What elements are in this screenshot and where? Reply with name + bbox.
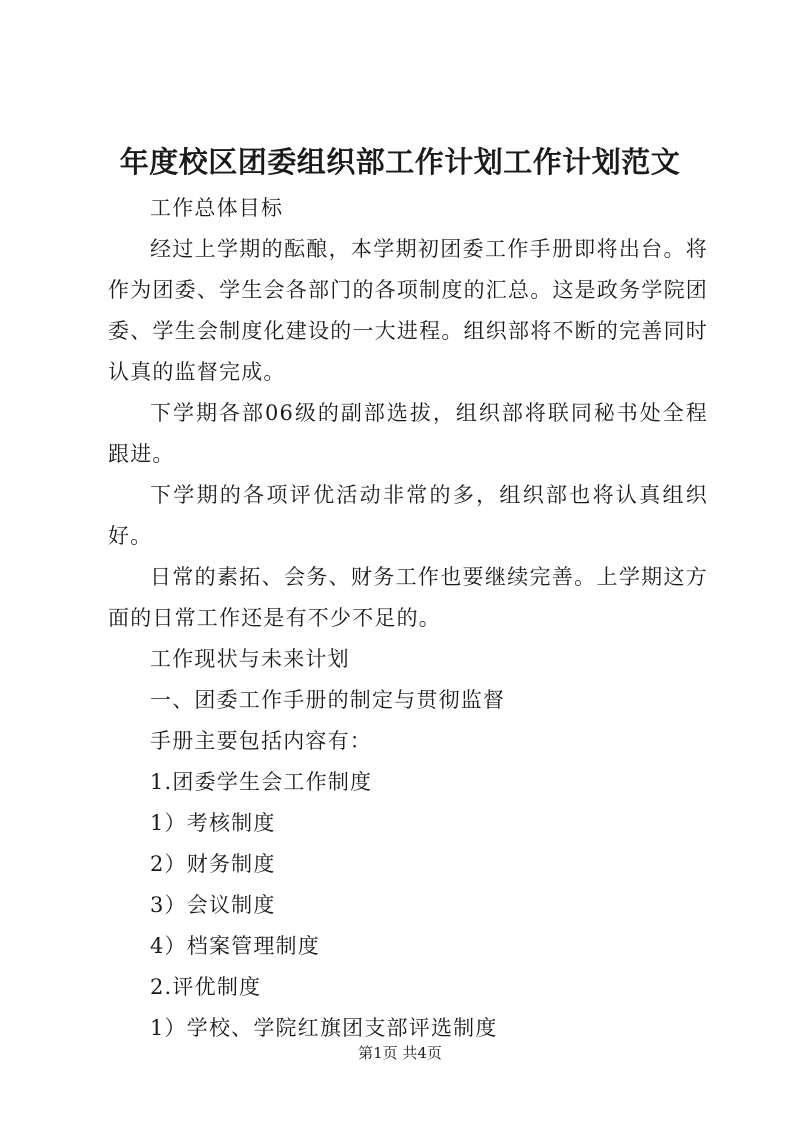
list-item: 1.团委学生会工作制度 (150, 770, 373, 794)
list-item: 3）会议制度 (150, 893, 276, 917)
section-heading-goals: 工作总体目标 (150, 196, 284, 220)
document-title: 年度校区团委组织部工作计划工作计划范文 (119, 145, 681, 179)
list-item: 1）考核制度 (150, 811, 276, 835)
page-footer: 第1页 共4页 (358, 1044, 442, 1062)
paragraph: 下学期各部06级的副部选拔，组织部将联同秘书处全程跟进。 (108, 401, 708, 466)
paragraph: 日常的素拓、会务、财务工作也要继续完善。上学期这方面的日常工作还是有不少不足的。 (108, 565, 708, 630)
list-item: 4）档案管理制度 (150, 934, 320, 958)
section-heading-status: 工作现状与未来计划 (150, 647, 350, 671)
list-item: 1）学校、学院红旗团支部评选制度 (150, 1016, 498, 1040)
document-body (108, 188, 708, 1049)
subsection-heading: 一、团委工作手册的制定与贯彻监督 (150, 688, 506, 712)
paragraph: 经过上学期的酝酿，本学期初团委工作手册即将出台。将作为团委、学生会各部门的各项制度的汇总。这是政务学院团委、学生会制度化建设的一大进程。组织部将不断的完善同时认真的监督完成。 (108, 237, 708, 384)
paragraph: 下学期的各项评优活动非常的多，组织部也将认真组织好。 (108, 483, 708, 548)
list-item: 2）财务制度 (150, 852, 276, 876)
paragraph: 手册主要包括内容有： (150, 729, 372, 753)
list-item: 2.评优制度 (150, 975, 262, 999)
